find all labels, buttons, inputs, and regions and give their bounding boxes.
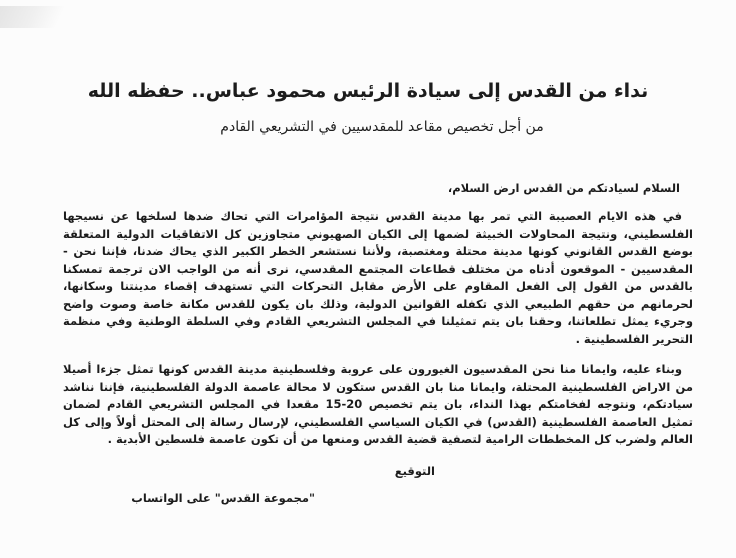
letter-title: نداء من القدس إلى سيادة الرئيس محمود عباس.. حفظه الله — [87, 80, 649, 102]
signature-label: التوقيع — [394, 463, 435, 478]
letter-body — [63, 181, 693, 505]
signature-name: "مجموعة القدس" على الواتساب — [131, 490, 315, 505]
scan-smudge-artifact — [0, 6, 72, 28]
letter-paragraphs — [63, 208, 693, 449]
letter-paragraph: في هذه الايام العصيبة التي تمر بها مدينة القدس نتيجة المؤامرات التي تحاك ضدها لسلخها عن نسيجها الفلسطيني، ونتيجة المحاولات الخبيثة لضمها إلى الكيان الصهيوني متجاوزين كل الاتفاقيات الدولية المتعلقة بوضع القدس القانوني كونها مدينة محتلة ومغتصبة، ولأننا نستشعر الخطر الكبير الذي يحاك ضدنا، فإننا نحن - المقدسيين - الموقعون أدناه من مختلف قطاعات المجتمع المقدسي، نرى أنه من الواجب الان ترجمة تمسكنا بالقدس من القول إلى الفعل المقاوم على الأرض مقابل التحركات التي تستهدف إقصاء مدينتنا وسكانها، لحرمانهم من حقهم الطبيعي الذي تكفله القوانين الدولية، وذلك بان يكون للقدس مكانة خاصة وصوت واضح وجريء يمثل تطلعاتنا، وحقنا بان يتم تمثيلنا في المجلس التشريعي القادم وفي السلطة الوطنية وفي منظمة التحرير الفلسطينية . — [63, 209, 693, 346]
letter-subtitle: من أجل تخصيص مقاعد للمقدسيين في التشريعي القادم — [220, 119, 544, 135]
letter-paragraph: وبناء عليه، وايمانا منا نحن المقدسيون الغيورون على عروبة وفلسطينية مدينة القدس كونها تمثل جزءا أصيلا من الاراض الفلسطينية المحتلة، وايمانا منا بان القدس ستكون لا محالة عاصمة الدولة الفلسطينية، فإننا نناشد سيادتكم، ونتوجه لفخامتكم بهذا النداء، بان يتم تخصيص 20-15 مقعدا في المجلس التشريعي القادم لضمان تمثيل العاصمة الفلسطينية (القدس) في الكيان السياسي الفلسطيني، لإرسال رسالة إلى المحتل أولاً وإلى كل العالم ولضرب كل المخططات الرامية لتصفية قضية القدس ومنعها من أن تكون عاصمة فلسطين الأبدية . — [63, 362, 693, 446]
salutation-line: السلام لسيادتكم من القدس ارض السلام، — [447, 181, 680, 195]
